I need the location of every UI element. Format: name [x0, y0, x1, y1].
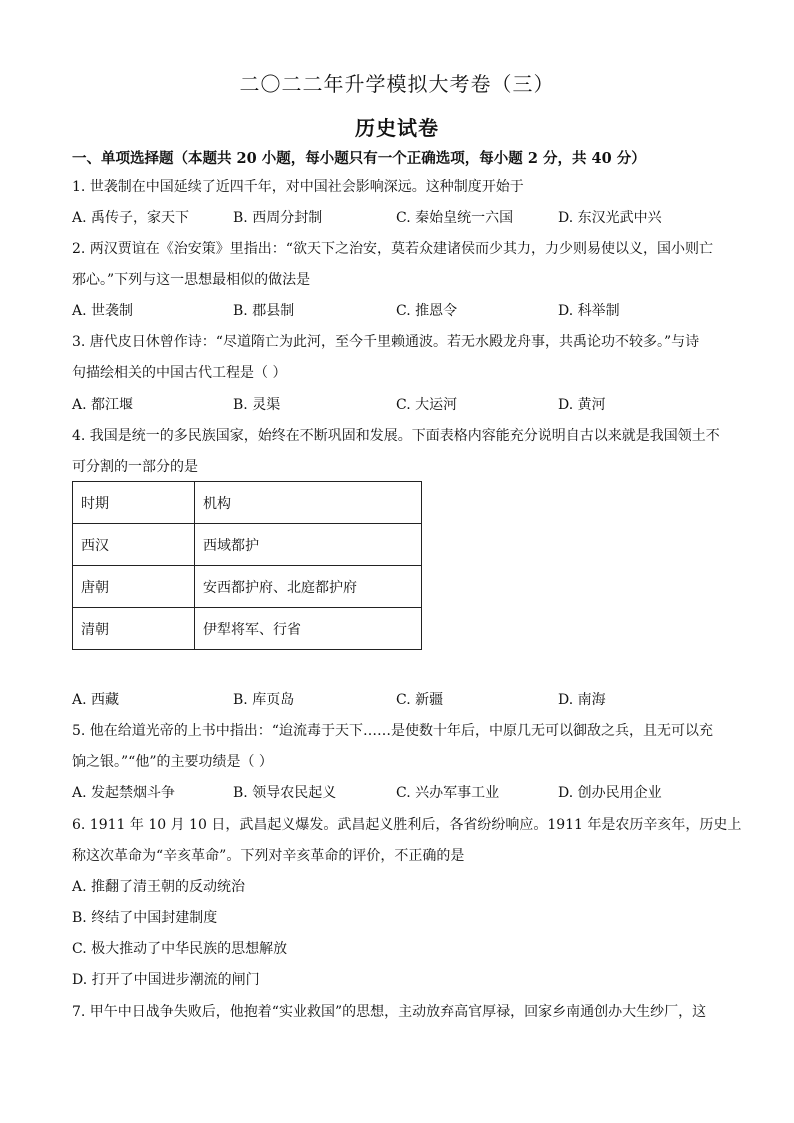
question-3-option-a: A. 都江堰 — [72, 397, 134, 413]
question-6-option-d: D. 打开了中国进步潮流的闸门 — [72, 972, 260, 988]
question-4-text-line-1: 4. 我国是统一的多民族国家，始终在不断巩固和发展。下面表格内容能充分说明自古以来就是我国领土不 — [72, 428, 720, 444]
question-5-option-a: A. 发起禁烟斗争 — [72, 785, 176, 801]
question-2-text-line-1: 2. 两汉贾谊在《治安策》里指出：“欲天下之治安，莫若众建诸侯而少其力，力少则易使以义，国小则亡 — [72, 241, 713, 257]
table-cell: 西域都护 — [195, 524, 422, 566]
question-4-option-d: D. 南海 — [558, 692, 606, 708]
table-row — [73, 482, 422, 524]
question-3-text-line-1: 3. 唐代皮日休曾作诗：“尽道隋亡为此河，至今千里赖通波。若无水殿龙舟事，共禹论功不较多。”与诗 — [72, 334, 700, 350]
question-3-option-b: B. 灵渠 — [233, 397, 281, 413]
table-header-period: 时期 — [73, 482, 195, 524]
table-cell: 伊犁将军、行省 — [195, 608, 422, 650]
question-4-option-c: C. 新疆 — [396, 692, 444, 708]
question-2-option-d: D. 科举制 — [558, 303, 620, 319]
question-5-option-b: B. 领导农民起义 — [233, 785, 337, 801]
question-1-option-b: B. 西周分封制 — [233, 210, 323, 226]
table-cell: 清朝 — [73, 608, 195, 650]
table-cell: 安西都护府、北庭都护府 — [195, 566, 422, 608]
question-4-text-line-2: 可分割的一部分的是 — [72, 459, 198, 475]
question-1-option-c: C. 秦始皇统一六国 — [396, 210, 514, 226]
question-4-option-a: A. 西藏 — [72, 692, 120, 708]
table-row — [73, 524, 422, 566]
question-1-text: 1. 世袭制在中国延续了近四千年，对中国社会影响深远。这种制度开始于 — [72, 179, 524, 195]
question-5-text-line-2: 饷之银。”“他”的主要功绩是（ ） — [72, 754, 273, 770]
question-7-text-line-1: 7. 甲午中日战争失败后，他抱着“实业救国”的思想，主动放弃高官厚禄，回家乡南通创办大生纱厂，这 — [72, 1004, 707, 1020]
table-row — [73, 566, 422, 608]
question-5-text-line-1: 5. 他在给道光帝的上书中指出：“迨流毒于天下……是使数十年后，中原几无可以御敌之兵，且无可以充 — [72, 723, 713, 739]
table-cell: 西汉 — [73, 524, 195, 566]
table-cell: 唐朝 — [73, 566, 195, 608]
question-6-option-c: C. 极大推动了中华民族的思想解放 — [72, 941, 288, 957]
question-3-option-c: C. 大运河 — [396, 397, 458, 413]
section-heading: 一、单项选择题（本题共 20 小题，每小题只有一个正确选项，每小题 2 分，共 40 分） — [72, 150, 646, 167]
question-1-option-d: D. 东汉光武中兴 — [558, 210, 662, 226]
question-3-text-line-2: 句描绘相关的中国古代工程是（ ） — [72, 365, 287, 381]
exam-title: 二〇二二年升学模拟大考卷（三） — [239, 72, 555, 96]
question-6-option-b: B. 终结了中国封建制度 — [72, 910, 218, 926]
question-1-option-a: A. 禹传子，家天下 — [72, 210, 190, 226]
question-4-table — [72, 481, 422, 650]
table-row — [73, 608, 422, 650]
question-6-text-line-1: 6. 1911 年 10 月 10 日，武昌起义爆发。武昌起义胜利后，各省纷纷响应。1911 年是农历辛亥年，历史上 — [72, 817, 742, 833]
question-6-text-line-2: 称这次革命为“辛亥革命”。下列对辛亥革命的评价，不正确的是 — [72, 848, 465, 864]
question-5-option-d: D. 创办民用企业 — [558, 785, 662, 801]
question-2-option-a: A. 世袭制 — [72, 303, 134, 319]
question-3-option-d: D. 黄河 — [558, 397, 606, 413]
question-2-text-line-2: 邪心。”下列与这一思想最相似的做法是 — [72, 272, 311, 288]
table-header-institution: 机构 — [195, 482, 422, 524]
exam-subject: 历史试卷 — [355, 116, 439, 140]
question-4-option-b: B. 库页岛 — [233, 692, 295, 708]
question-6-option-a: A. 推翻了清王朝的反动统治 — [72, 879, 246, 895]
question-5-option-c: C. 兴办军事工业 — [396, 785, 500, 801]
question-2-option-c: C. 推恩令 — [396, 303, 458, 319]
question-2-option-b: B. 郡县制 — [233, 303, 295, 319]
